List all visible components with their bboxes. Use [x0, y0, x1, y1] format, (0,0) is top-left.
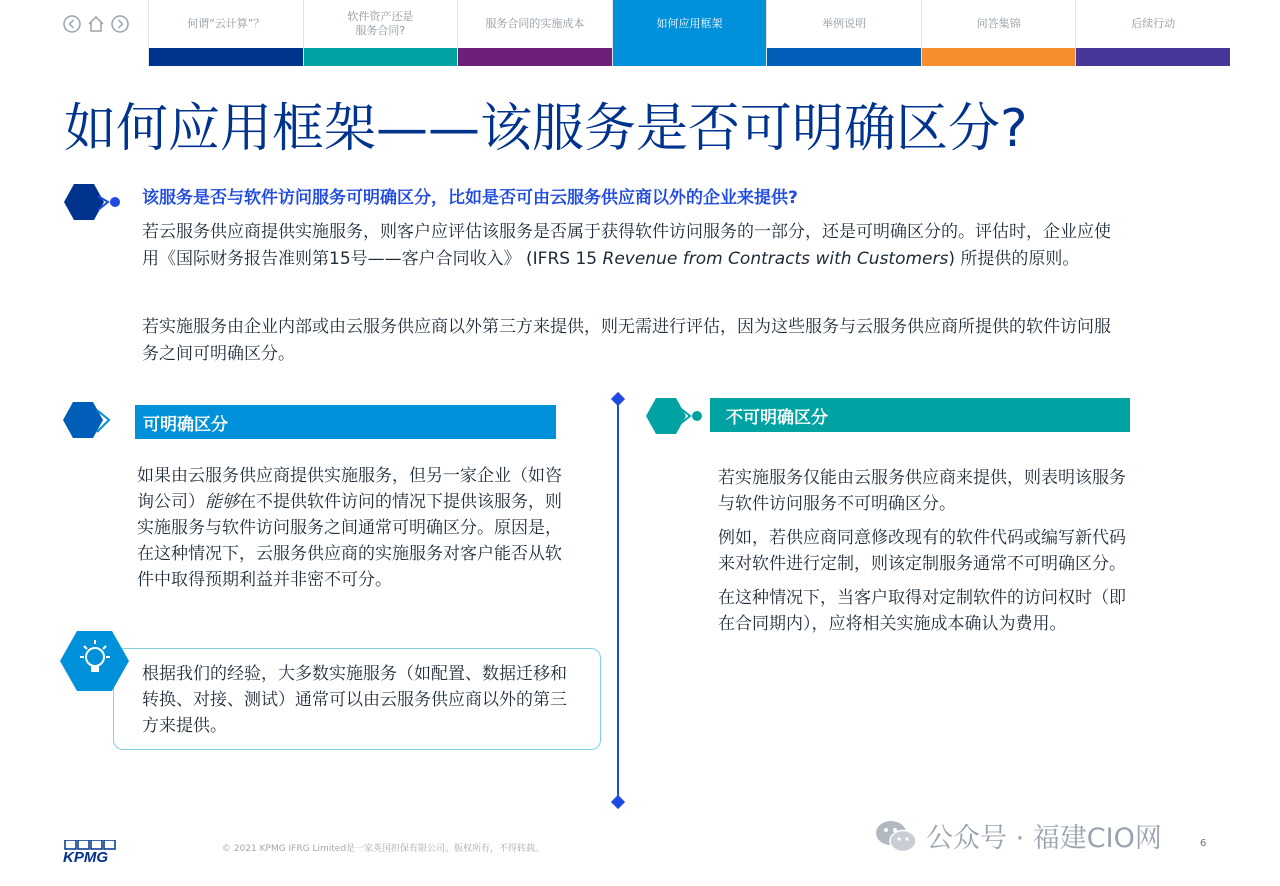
nav-icon-group	[62, 12, 130, 36]
tab-color-bar	[149, 48, 303, 66]
lightbulb-icon	[60, 629, 130, 693]
not-distinct-paragraph-3: 在这种情况下，当客户取得对定制软件的访问权时（即在合同期内），应将相关实施成本确认为费用。	[718, 588, 1126, 634]
page-number: 6	[1200, 838, 1207, 849]
back-icon[interactable]	[62, 14, 82, 34]
divider-end-marker	[611, 392, 625, 406]
tab-label: 服务合同的实施成本	[485, 17, 585, 30]
tab-color-bar	[767, 48, 921, 66]
divider-end-marker	[611, 795, 625, 809]
kpmg-logo	[63, 840, 121, 864]
tip-text: 根据我们的经验，大多数实施服务（如配置、数据迁移和转换、对接、测试）通常可以由云服务供应商以外的第三方来提供。	[142, 664, 567, 736]
forward-icon[interactable]	[110, 14, 130, 34]
tab-color-bar	[613, 48, 767, 66]
watermark-text: 公众号 · 福建CIO网	[926, 823, 1162, 854]
tab-software-or-service[interactable]	[303, 0, 458, 66]
column-divider	[617, 398, 619, 803]
tab-qa[interactable]	[921, 0, 1076, 66]
tab-label: 软件资产还是 服务合同?	[347, 10, 414, 37]
tab-label: 后续行动	[1131, 17, 1176, 30]
intro-paragraph-1	[142, 219, 1112, 273]
tab-label: 举例说明	[822, 17, 867, 30]
intro-paragraph-2: 若实施服务由企业内部或由云服务供应商以外第三方来提供，则无需进行评估，因为这些服务与云服务供应商所提供的软件访问服务之间可明确区分。	[142, 317, 1111, 364]
not-distinct-paragraph-2: 例如，若供应商同意修改现有的软件代码或编写新代码来对软件进行定制，则该定制服务通常不可明确区分。	[718, 528, 1126, 574]
tab-implementation-costs[interactable]	[457, 0, 612, 66]
distinct-header: 可明确区分	[135, 405, 556, 439]
tab-color-bar	[458, 48, 612, 66]
home-icon[interactable]	[86, 14, 106, 34]
intro-text: ) 所提供的原则。	[948, 249, 1080, 269]
section-tabs	[148, 0, 1230, 66]
intro-italic-text: Revenue from Contracts with Customers	[602, 249, 949, 269]
tab-color-bar	[304, 48, 458, 66]
tab-label: 何谓“云计算”？	[187, 17, 265, 30]
distinct-text: 如果由云服务供应商提供实施服务，但另一家企业（如咨询公司）	[137, 466, 562, 512]
distinct-text: 在不提供软件访问的情况下提供该服务，则实施服务与软件访问服务之间通常可明确区分。原因是，在这种情况下，云服务供应商的实施服务对客户能否从软件中取得预期利益并非密不可分。	[137, 492, 562, 590]
hexagon-bullet-icon	[63, 400, 123, 440]
distinct-italic-text: 能够	[205, 492, 239, 512]
hexagon-bullet-icon	[64, 182, 122, 222]
not-distinct-paragraph-1: 若实施服务仅能由云服务供应商来提供，则表明该服务与软件访问服务不可明确区分。	[718, 468, 1126, 514]
tab-what-is-cloud[interactable]	[148, 0, 303, 66]
kpmg-logo-text: KPMG	[63, 849, 108, 864]
tab-label: 问答集锦	[976, 17, 1021, 30]
key-question: 该服务是否与软件访问服务可明确区分，比如是否可由云服务供应商以外的企业来提供?	[142, 188, 798, 208]
copyright-text: © 2021 KPMG IFRG Limited是一家英国担保有限公司。版权所有，不得转载。	[222, 844, 545, 854]
intro-text: 若云服务供应商提供实施服务，则客户应评估该服务是否属于获得软件访问服务的一部分，还是可明确区分的。评估时，企业应使用《国际财务报告准则第15号——客户合同收入》 (IFRS 15	[142, 222, 1111, 269]
page-title: 如何应用框架——该服务是否可明确区分?	[64, 99, 1028, 159]
hexagon-bullet-icon	[646, 396, 706, 436]
not-distinct-description	[718, 465, 1136, 645]
tab-next-steps[interactable]	[1075, 0, 1230, 66]
tab-apply-framework[interactable]	[612, 0, 767, 66]
tab-color-bar	[1076, 48, 1230, 66]
distinct-description	[137, 463, 575, 593]
tab-color-bar	[922, 48, 1076, 66]
not-distinct-header: 不可明确区分	[710, 398, 1130, 432]
watermark	[874, 816, 1162, 855]
tab-examples[interactable]	[766, 0, 921, 66]
tab-label: 如何应用框架	[656, 17, 723, 30]
wechat-icon	[874, 818, 918, 854]
